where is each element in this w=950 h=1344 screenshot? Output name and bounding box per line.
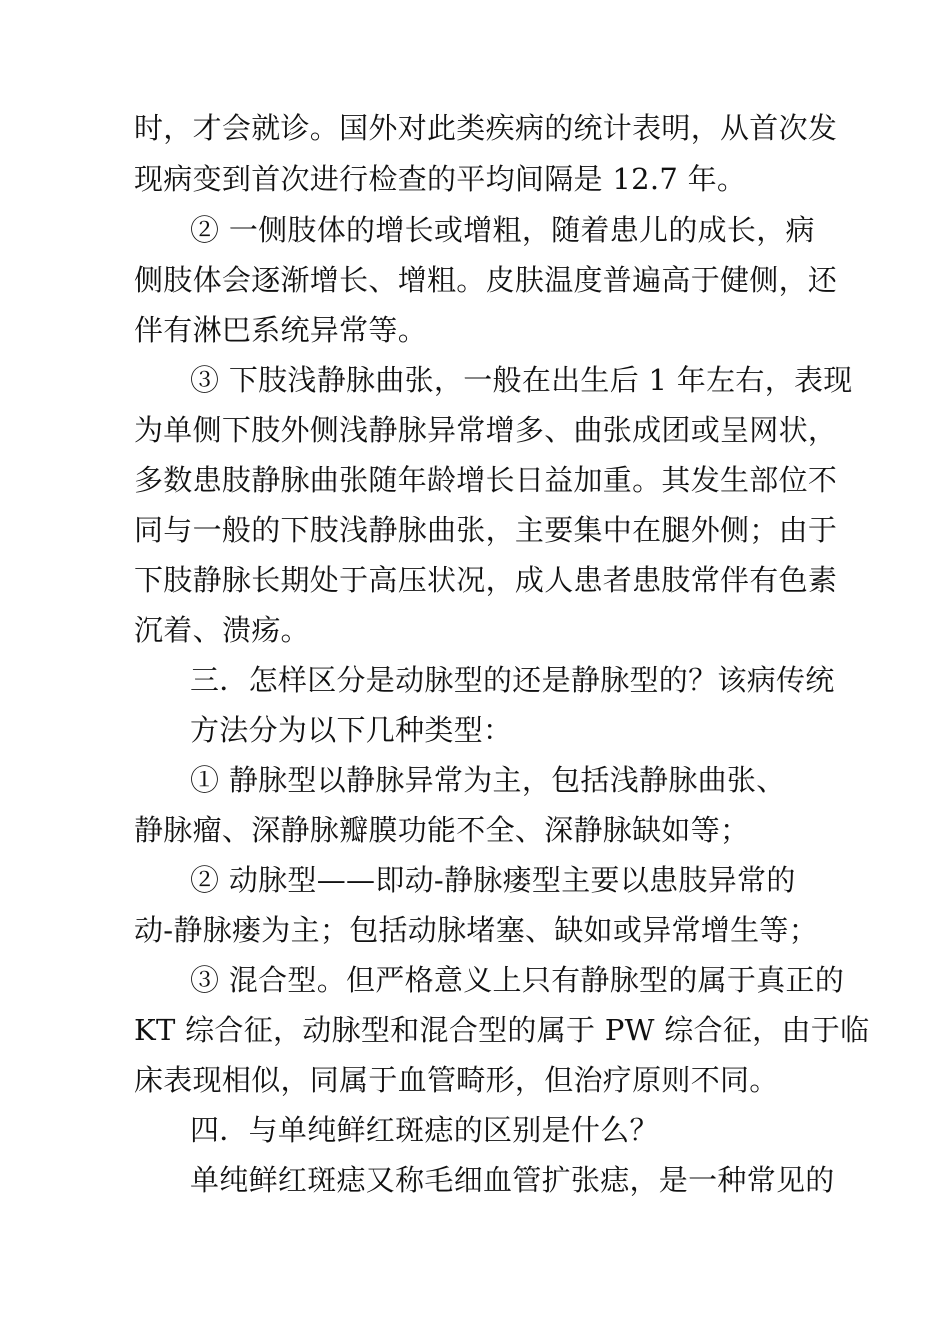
text-line: 沉着、溃疡。 [134, 613, 310, 647]
text-line: 为单侧下肢外侧浅静脉异常增多、曲张成团或呈网状， [134, 413, 838, 447]
text-line: ② 一侧肢体的增长或增粗，随着患儿的成长，病 [190, 213, 815, 247]
text-line: 伴有淋巴系统异常等。 [134, 313, 428, 347]
text-line: ③ 混合型。但严格意义上只有静脉型的属于真正的 [190, 963, 845, 997]
text-line: KT 综合征，动脉型和混合型的属于 PW 综合征，由于临 [134, 1013, 870, 1047]
text-line: 侧肢体会逐渐增长、增粗。皮肤温度普遍高于健侧，还 [134, 263, 838, 297]
text-line: 方法分为以下几种类型： [190, 713, 513, 747]
text-line: 现病变到首次进行检查的平均间隔是 12.7 年。 [134, 162, 747, 196]
text-line: ② 动脉型——即动-静脉瘘型主要以患肢异常的 [190, 863, 796, 897]
text-line: ③ 下肢浅静脉曲张，一般在出生后 1 年左右，表现 [190, 363, 853, 397]
section-heading: 四．与单纯鲜红斑痣的区别是什么？ [190, 1113, 659, 1147]
text-line: 下肢静脉长期处于高压状况，成人患者患肢常伴有色素 [134, 563, 838, 597]
text-line: 单纯鲜红斑痣又称毛细血管扩张痣，是一种常见的 [190, 1163, 835, 1197]
text-line: 动-静脉瘘为主；包括动脉堵塞、缺如或异常增生等； [134, 913, 818, 947]
text-line: ① 静脉型以静脉异常为主，包括浅静脉曲张、 [190, 763, 786, 797]
text-line: 床表现相似，同属于血管畸形，但治疗原则不同。 [134, 1063, 779, 1097]
text-line: 同与一般的下肢浅静脉曲张，主要集中在腿外侧；由于 [134, 513, 838, 547]
section-heading: 三．怎样区分是动脉型的还是静脉型的？该病传统 [190, 663, 835, 697]
text-line: 时，才会就诊。国外对此类疾病的统计表明，从首次发 [134, 111, 838, 145]
text-line: 静脉瘤、深静脉瓣膜功能不全、深静脉缺如等； [134, 813, 750, 847]
text-line: 多数患肢静脉曲张随年龄增长日益加重。其发生部位不 [134, 463, 838, 497]
